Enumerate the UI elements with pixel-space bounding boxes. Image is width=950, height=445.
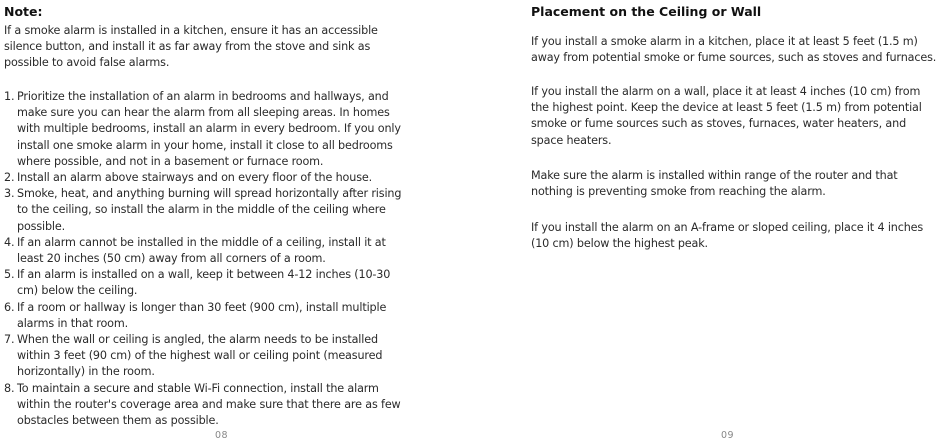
list-item [4,186,412,235]
right-page [531,0,947,445]
list-item [4,267,412,299]
list-item-text: Install an alarm above stairways and on every floor of the house. [17,171,373,185]
wall-placement-paragraph: If you install the alarm on a wall, place it at least 4 inches (10 cm) from the highest point. Keep the device at least 5 feet (1.5 m) from potential smoke or fume sources such as stoves, furnaces, water heaters, and space heaters. [531,85,922,147]
list-item-number: 5. [4,268,15,282]
list-item [4,235,412,267]
list-item-number: 4. [4,235,15,249]
page-number-right: 09 [721,430,735,441]
list-item [4,381,412,430]
list-item-number: 8. [4,381,15,395]
placement-heading: Placement on the Ceiling or Wall [531,4,762,19]
list-item [4,332,412,381]
list-item-text: If an alarm cannot be installed in the middle of a ceiling, install it at least 20 inches (50 cm) away from all corners of a room. [17,235,386,266]
router-range-paragraph: Make sure the alarm is installed within range of the router and that nothing is preventing smoke from reaching the alarm. [531,169,898,199]
list-item-text: When the wall or ceiling is angled, the alarm needs to be installed within 3 feet (90 cm) of the highest wall or ceiling point (measured horizontally) in the room. [17,333,383,379]
left-page [4,0,424,445]
list-item-text: If a room or hallway is longer than 30 feet (900 cm), install multiple alarms in that room. [17,300,387,330]
list-item-number: 1. [4,90,15,103]
note-heading: Note: [4,4,43,19]
list-item-number: 2. [4,171,15,185]
kitchen-placement-paragraph: If you install a smoke alarm in a kitchen, place it at least 5 feet (1.5 m) away from potential smoke or fume sources, such as stoves and furnaces. [531,35,937,65]
placement-guidelines-list [4,89,412,429]
list-item [4,89,412,170]
page-number-left: 08 [215,430,229,441]
list-item-number: 6. [4,300,15,314]
list-item [4,300,412,332]
note-paragraph: If a smoke alarm is installed in a kitchen, ensure it has an accessible silence button, and install it as far away from the stove and sink as possible to avoid false alarms. [4,24,378,70]
list-item-text: To maintain a secure and stable Wi-Fi connection, install the alarm within the router's coverage area and make sure that there are as few obstacles between them as possible. [17,381,401,428]
list-item-text: Smoke, heat, and anything burning will spread horizontally after rising to the ceiling, so install the alarm in the middle of the ceiling where possible. [17,187,402,233]
list-item [4,170,412,186]
sloped-ceiling-paragraph: If you install the alarm on an A-frame or sloped ceiling, place it 4 inches (10 cm) below the highest peak. [531,221,924,251]
list-item-text: If an alarm is installed on a wall, keep it between 4-12 inches (10-30 cm) below the ceiling. [17,268,391,298]
list-item-number: 7. [4,333,15,347]
list-item-text: Prioritize the installation of an alarm in bedrooms and hallways, and make sure you can hear the alarm from all sleeping areas. In homes with multiple bedrooms, install an alarm in every bedroom. If you only install one smoke alarm in your home, install it close to all bedrooms where possible, and not in a basement or furnace room. [17,90,401,168]
list-item-number: 3. [4,187,15,201]
